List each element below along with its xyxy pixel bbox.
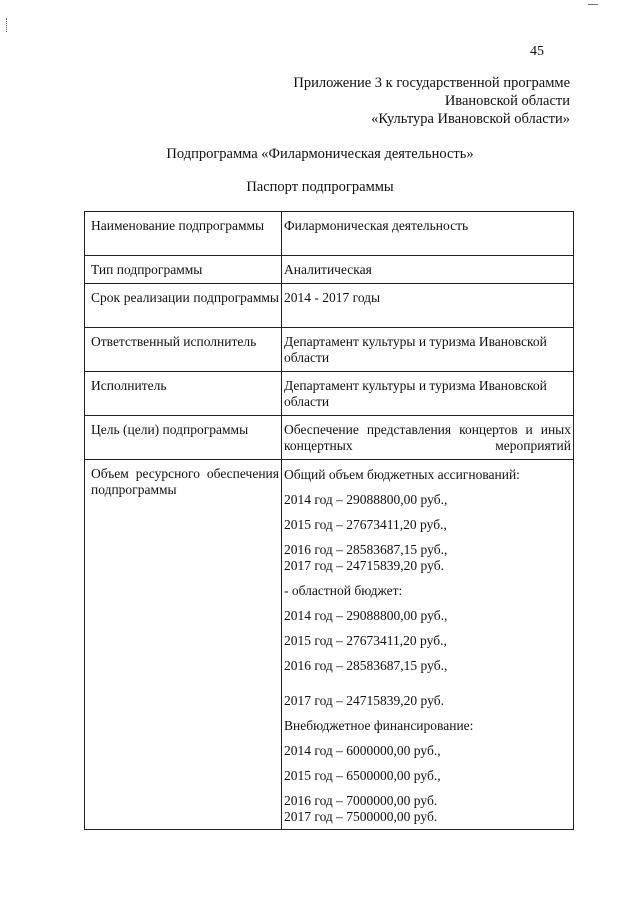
row-label: Наименование подпрограммы xyxy=(85,212,282,256)
appendix-line: Приложение 3 к государственной программе xyxy=(293,75,570,91)
funding-line: - областной бюджет: xyxy=(284,583,403,598)
funding-line: 2016 год – 28583687,15 руб., xyxy=(284,658,448,673)
row-value: Обеспечение представления концертов и иных концертных мероприятий xyxy=(282,416,574,460)
row-label: Исполнитель xyxy=(85,372,282,416)
row-label: Цель (цели) подпрограммы xyxy=(85,416,282,460)
table-row xyxy=(85,328,574,372)
funding-line: Внебюджетное финансирование: xyxy=(284,718,474,733)
corner-mark xyxy=(588,4,598,5)
passport-title: Паспорт подпрограммы xyxy=(246,179,394,195)
funding-line: 2016 год – 28583687,15 руб., xyxy=(284,542,448,557)
table-row xyxy=(85,284,574,328)
row-value: Департамент культуры и туризма Ивановской области xyxy=(282,328,574,372)
funding-line: 2014 год – 29088800,00 руб., xyxy=(284,608,448,623)
row-label: Объем ресурсного обеспечения подпрограммы xyxy=(85,460,282,830)
table-row xyxy=(85,256,574,284)
funding-line: Общий объем бюджетных ассигнований: xyxy=(284,467,520,482)
row-value: Филармоническая деятельность xyxy=(282,212,574,256)
subprogram-title: Подпрограмма «Филармоническая деятельность» xyxy=(166,146,474,162)
row-value: Аналитическая xyxy=(282,256,574,284)
funding-line: 2015 год – 27673411,20 руб., xyxy=(284,633,447,648)
appendix-line: Ивановской области xyxy=(444,93,570,109)
row-label: Тип подпрограммы xyxy=(85,256,282,284)
funding-line: 2015 год – 27673411,20 руб., xyxy=(284,517,447,532)
row-label: Срок реализации подпрограммы xyxy=(85,284,282,328)
page-number: 45 xyxy=(530,44,544,59)
row-label: Ответственный исполнитель xyxy=(85,328,282,372)
row-value: Департамент культуры и туризма Ивановской области xyxy=(282,372,574,416)
row-value: 2014 - 2017 годы xyxy=(282,284,574,328)
table-row xyxy=(85,212,574,256)
table-row xyxy=(85,372,574,416)
funding-line: 2017 год – 24715839,20 руб. xyxy=(284,693,444,708)
appendix-line: «Культура Ивановской области» xyxy=(371,111,570,127)
funding-line: 2016 год – 7000000,00 руб. xyxy=(284,793,438,808)
funding-line: 2014 год – 29088800,00 руб., xyxy=(284,492,448,507)
funding-line: 2017 год – 24715839,20 руб. xyxy=(284,558,444,573)
funding-line: 2015 год – 6500000,00 руб., xyxy=(284,768,441,783)
passport-table xyxy=(84,211,574,830)
funding-cell xyxy=(282,460,574,830)
table-row xyxy=(85,416,574,460)
table-row xyxy=(85,460,574,830)
funding-line: 2017 год – 7500000,00 руб. xyxy=(284,809,438,824)
funding-line: 2014 год – 6000000,00 руб., xyxy=(284,743,441,758)
scan-mark xyxy=(6,18,9,32)
appendix-header xyxy=(250,74,570,128)
